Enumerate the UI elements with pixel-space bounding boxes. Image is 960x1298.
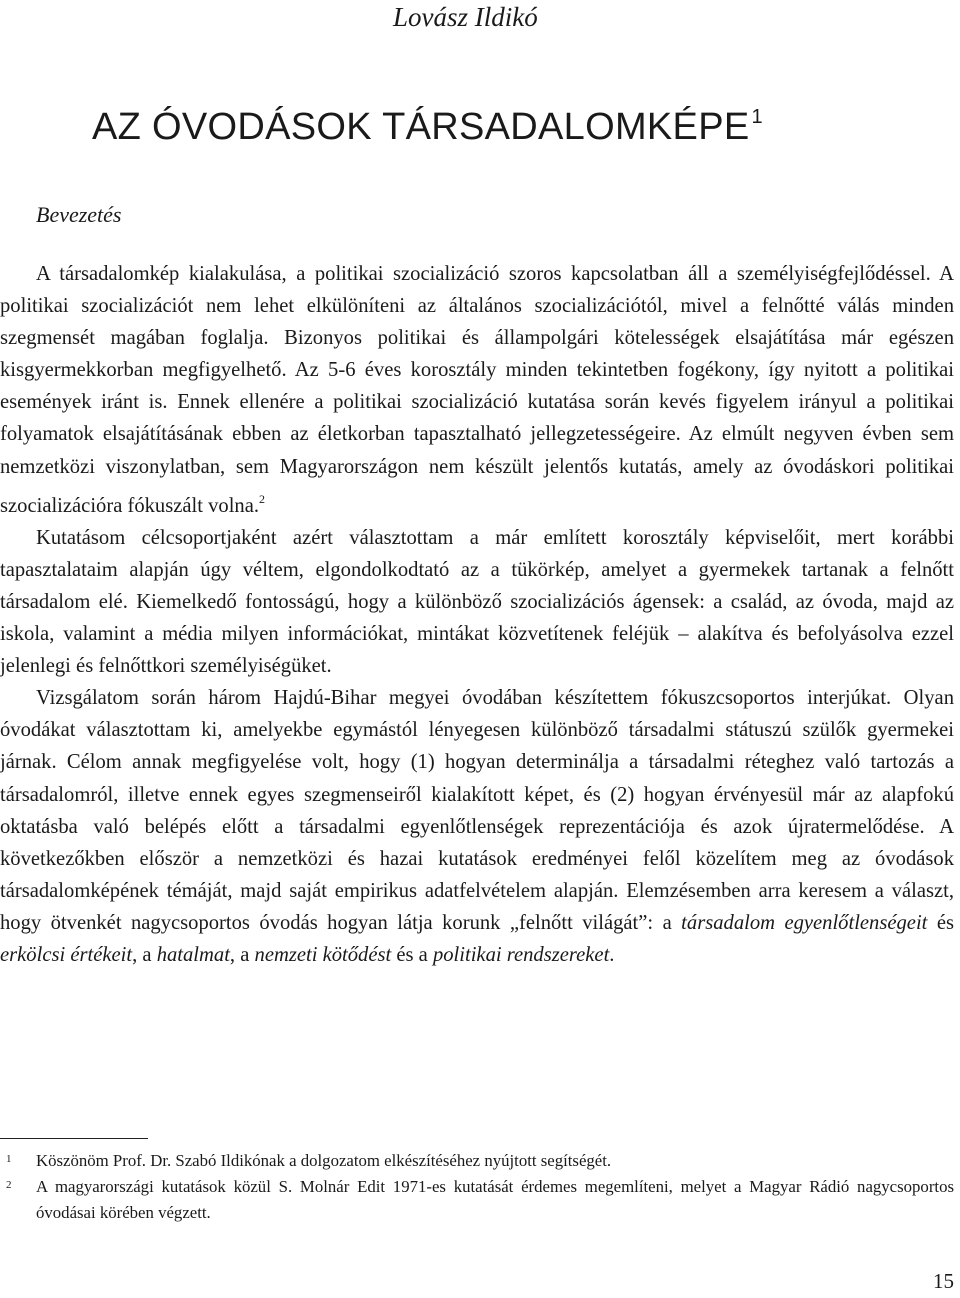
footnote-1 (0, 1148, 954, 1174)
footnote-number: 2 (6, 1179, 12, 1191)
footnote-divider (0, 1138, 148, 1139)
footnote-text: Köszönöm Prof. Dr. Szabó Ildikónak a dolgozatom elkészítéséhez nyújtott segítségét. (36, 1151, 612, 1170)
paragraph-3-text: , a (132, 943, 157, 966)
title-text: AZ ÓVODÁSOK TÁRSADALOMKÉPE (92, 106, 750, 148)
paragraph-3-text: és (927, 911, 954, 934)
emphasis-political-systems: politikai rendszereket (432, 943, 610, 966)
paragraph-3 (0, 682, 954, 971)
footnote-2 (0, 1174, 954, 1226)
footnote-number: 1 (6, 1153, 12, 1165)
emphasis-national-ties: nemzeti kötődést (254, 943, 392, 966)
footnote-ref-2[interactable]: 2 (259, 491, 266, 506)
paragraph-1-text: A társadalomkép kialakulása, a politikai szocializáció szoros kapcsolatban áll a személyiségfejlődéssel. A politikai szocializációt nem lehet elkülöníteni az általános szocializációtól, mivel a felnőtté válás minden szegmensét magában foglalja. Bizonyos politikai és állampolgári kötelességek elsajátítása már egészen kisgyermekkorban megfigyelhető. Az 5-6 éves korosztály minden tekintetben fogékony, így nyitott a politikai események iránt is. Ennek ellenére a politikai szocializáció kutatása során kevés figyelem irányul a politikai folyamatok elsajátításának ebben az életkorban tapasztalható jellegzetességeire. Az elmúlt negyven évben sem nemzetközi viszonylatban, sem Magyarországon nem készült jelentős kutatás, amely az óvodáskori politikai szocializációra fókuszált volna. (0, 263, 954, 517)
section-heading: Bevezetés (36, 202, 122, 227)
title-footnote-ref[interactable]: 1 (751, 106, 763, 128)
paragraph-3-text: Vizsgálatom során három Hajdú-Bihar megyei óvodában készítettem fókuszcsoportos interjúkat. Olyan óvodákat választottam ki, amelyekbe egymástól lényegesen különböző társadalmi státuszú szülők gyermekei járnak. Célom annak megfigyelése volt, hogy (1) hogyan determinálja a társadalmi réteghez való tartozás a társadalomról, illetve ennek egyes szegmenseiről kialakított képet, és (2) hogyan érvényesül már az alapfokú oktatásba való belépés előtt a társadalmi egyenlőtlenségek reprezentációja és azok újratermelődése. A következőkben először a nemzetközi és hazai kutatások eredményei felől közelítem meg az óvodások társadalomképének témáját, majd saját empirikus adatfelvételem alapján. Elemzésemben arra keresem a választ, hogy ötvenkét nagycsoportos óvodás hogyan látja korunk „felnőtt világát”: a (0, 687, 954, 934)
paragraph-2: Kutatásom célcsoportjaként azért választottam a már említett korosztály képviselőit, mert korábbi tapasztalataim alapján úgy véltem, elgondolkodtató az a tükörkép, amelyet a gyermekek tartanak a felnőtt társadalom elé. Kiemelkedő fontosságú, hogy a különböző szocializációs ágensek: a család, az óvoda, majd az iskola, valamint a média milyen információkat, mintákat közvetítenek feléjük – alakítva és befolyásolva ezzel jelenlegi és felnőttkori személyiségüket. (0, 526, 954, 678)
emphasis-moral-values: erkölcsi értékeit (0, 943, 133, 966)
footnotes (0, 1148, 954, 1226)
paragraph-3-text: . (609, 943, 615, 966)
paragraph-3-text: , a (229, 943, 255, 966)
author-name: Lovász Ildikó (393, 2, 538, 32)
body-text (0, 258, 954, 971)
page-number: 15 (933, 1269, 954, 1293)
emphasis-inequalities: társadalom egyenlőtlenségeit (681, 911, 928, 934)
emphasis-power: hatalmat (156, 943, 230, 966)
footnote-text: A magyarországi kutatások közül S. Molnár Edit 1971-es kutatását érdemes megemlíteni, melyet a Magyar Rádió nagycsoportos óvodásai körében végzett. (36, 1177, 954, 1222)
article-title (92, 92, 763, 152)
paragraph-3-text: és a (391, 943, 433, 966)
paragraph-1 (0, 258, 954, 522)
